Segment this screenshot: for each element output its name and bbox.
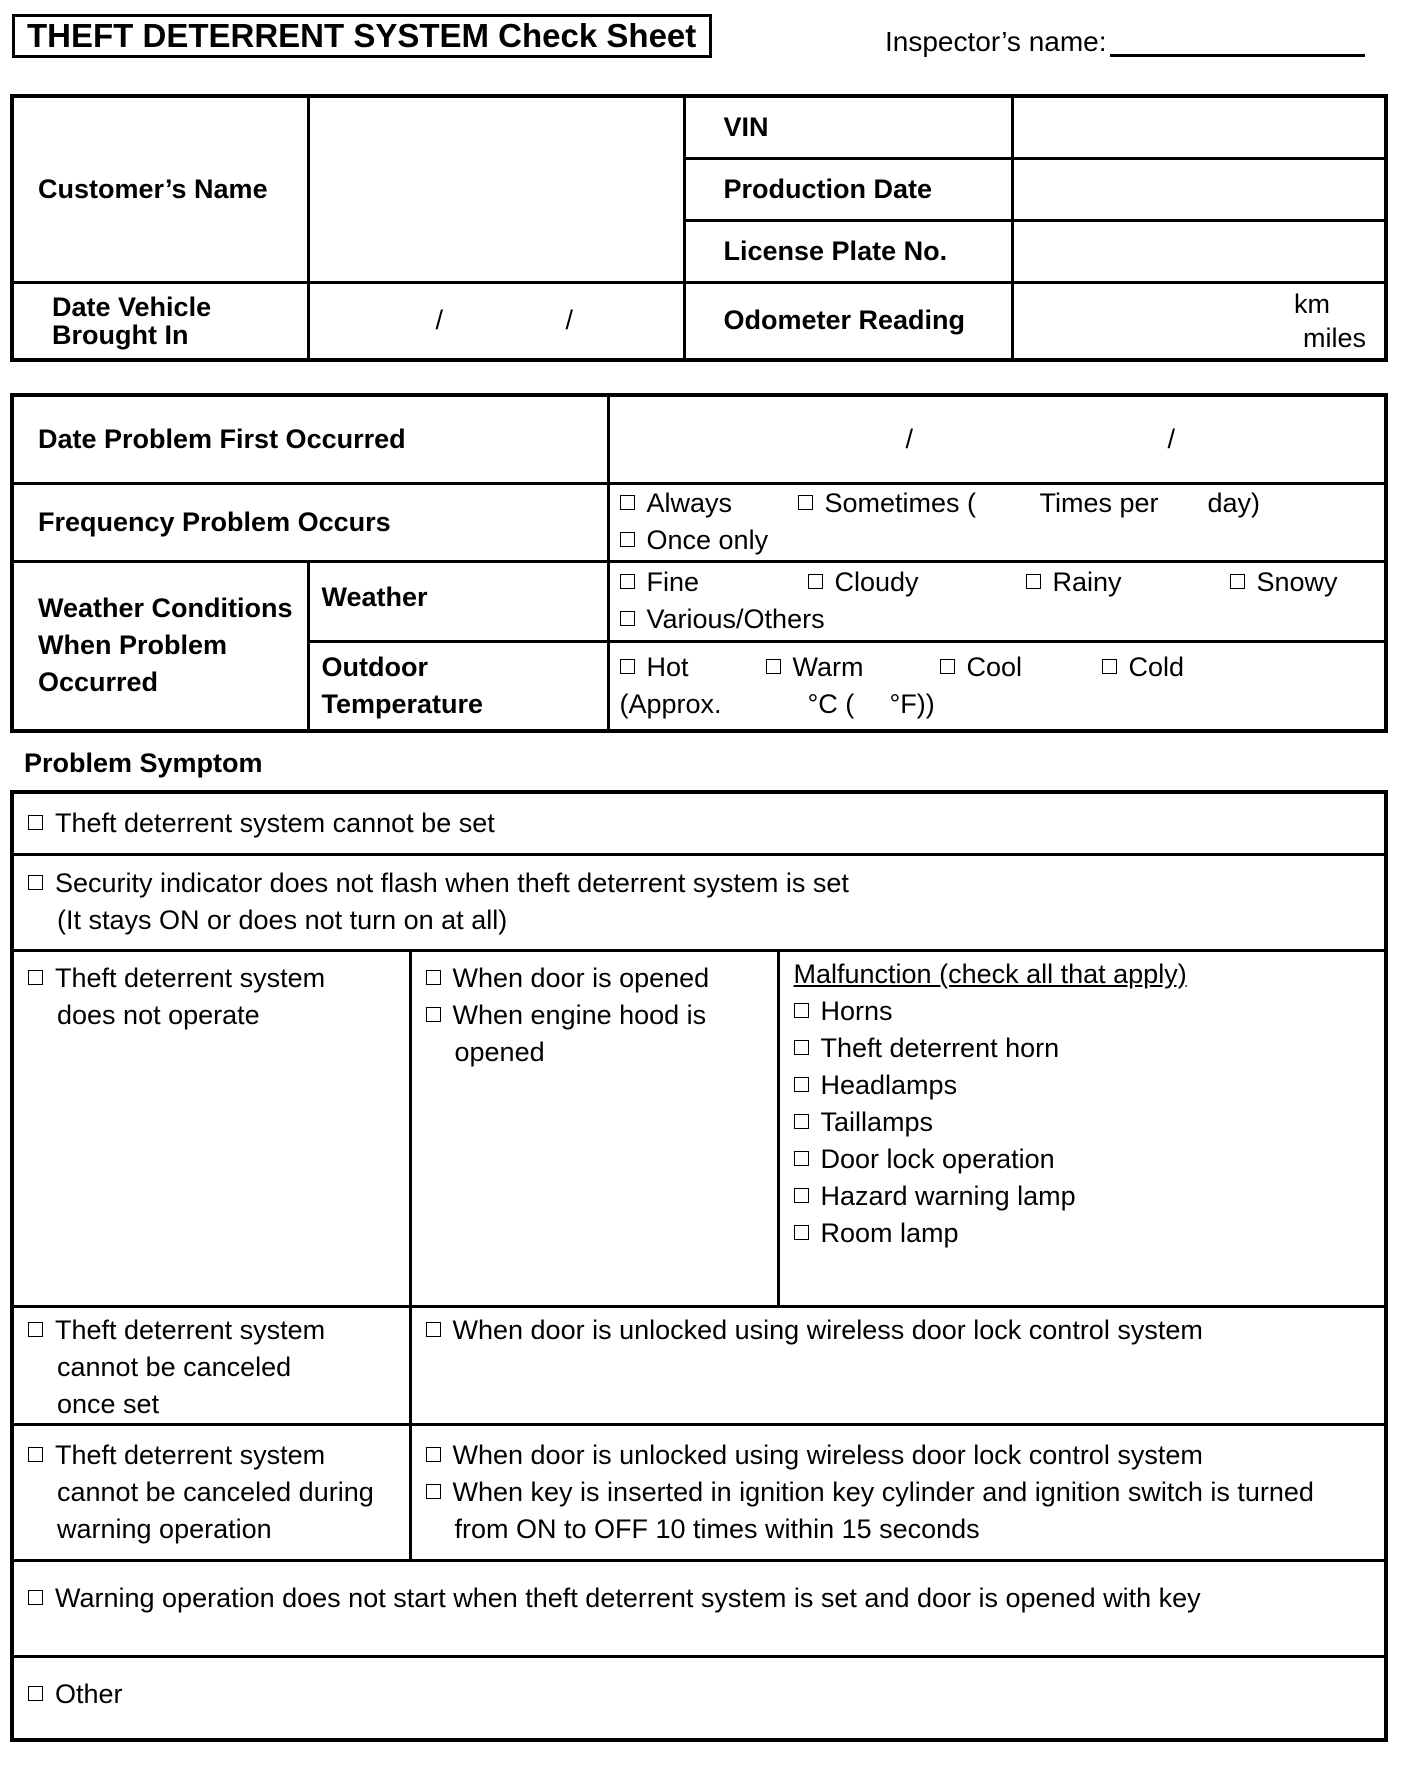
malfunction-horns[interactable]: Horns (794, 993, 1385, 1030)
checkbox[interactable] (28, 1322, 43, 1337)
malfunction-hazard-lamp[interactable]: Hazard warning lamp (794, 1178, 1385, 1215)
weather-option-fine[interactable]: Fine (620, 564, 700, 601)
cancel-wireless-option[interactable]: When door is unlocked using wireless door lock control system (410, 1306, 1386, 1424)
checkbox[interactable] (940, 659, 955, 674)
odometer-unit-km: km (1294, 288, 1330, 319)
vin-field[interactable] (1012, 96, 1386, 158)
checkbox[interactable] (620, 574, 635, 589)
date-separator: / (565, 305, 574, 336)
malfunction-theft-horn[interactable]: Theft deterrent horn (794, 1030, 1385, 1067)
warn-wireless-option[interactable]: When door is unlocked using wireless door lock control system (426, 1437, 1385, 1474)
production-date-label: Production Date (684, 158, 1012, 220)
symptom-indicator-not-flash[interactable]: Security indicator does not flash when theft deterrent system is set (It stays ON or does not turn on at all) (12, 854, 1386, 950)
date-brought-in-label-line1: Date Vehicle (52, 291, 212, 322)
temp-option-hot[interactable]: Hot (620, 649, 689, 686)
freq-always-option[interactable]: Always (620, 485, 733, 522)
problem-symptom-heading: Problem Symptom (24, 748, 263, 778)
license-plate-field[interactable] (1012, 220, 1386, 282)
temp-option-cool[interactable]: Cool (940, 649, 1023, 686)
weather-option-snowy[interactable]: Snowy (1230, 564, 1338, 601)
malfunction-room-lamp[interactable]: Room lamp (794, 1215, 1385, 1252)
temp-option-warm[interactable]: Warm (766, 649, 864, 686)
malfunction-taillamps[interactable]: Taillamps (794, 1104, 1385, 1141)
door-opened-option[interactable]: When door is opened (426, 960, 777, 997)
checkbox[interactable] (798, 495, 813, 510)
symptom-other[interactable]: Other (12, 1656, 1386, 1740)
vehicle-info-table (10, 94, 1388, 362)
page-title: THEFT DETERRENT SYSTEM Check Sheet (12, 14, 712, 58)
checkbox[interactable] (426, 1484, 441, 1499)
date-separator: / (435, 305, 444, 336)
checkbox[interactable] (426, 1007, 441, 1022)
date-separator: / (1167, 423, 1176, 454)
inspector-label: Inspector’s name: (885, 26, 1107, 57)
outdoor-temp-label-line2: Temperature (321, 688, 484, 719)
weather-option-cloudy[interactable]: Cloudy (808, 564, 919, 601)
checkbox[interactable] (620, 532, 635, 547)
checkbox[interactable] (794, 1114, 809, 1129)
checkbox[interactable] (426, 970, 441, 985)
checkbox[interactable] (794, 1077, 809, 1092)
temp-celsius-label: °C ( (807, 688, 855, 719)
frequency-label: Frequency Problem Occurs (12, 483, 608, 561)
odometer-field[interactable] (1012, 282, 1386, 360)
warn-key-option[interactable]: When key is inserted in ignition key cylinder and ignition switch is turned (426, 1474, 1385, 1511)
weather-option-various[interactable]: Various/Others (620, 601, 1385, 638)
freq-day-label: day) (1207, 488, 1261, 518)
license-plate-label: License Plate No. (684, 220, 1012, 282)
checkbox[interactable] (794, 1225, 809, 1240)
checkbox[interactable] (28, 815, 43, 830)
symptom-cannot-cancel-warning[interactable]: Theft deterrent system cannot be canceled during warning operation (12, 1424, 410, 1560)
odometer-unit-miles: miles (1302, 322, 1366, 353)
malfunction-header: Malfunction (check all that apply) (793, 958, 1187, 989)
customer-name-field[interactable] (308, 96, 684, 282)
date-brought-in-label-line2: Brought In (52, 319, 189, 350)
malfunction-door-lock[interactable]: Door lock operation (794, 1141, 1385, 1178)
weather-conditions-label-line1: Weather Conditions (38, 593, 293, 624)
freq-times-per-label: Times per (1039, 488, 1159, 518)
checkbox[interactable] (1102, 659, 1117, 674)
temp-approx-label: (Approx. (619, 688, 722, 719)
freq-once-option[interactable]: Once only (620, 522, 1385, 559)
vin-label: VIN (684, 96, 1012, 158)
checkbox[interactable] (28, 1447, 43, 1462)
customer-name-label: Customer’s Name (12, 96, 308, 282)
hood-opened-option[interactable]: When engine hood is (426, 997, 777, 1034)
weather-conditions-label-line2: When Problem (38, 630, 228, 661)
inspector-name-field[interactable] (1110, 54, 1365, 57)
checkbox[interactable] (426, 1447, 441, 1462)
temp-option-cold[interactable]: Cold (1102, 649, 1185, 686)
odometer-label: Odometer Reading (684, 282, 1012, 360)
malfunction-headlamps[interactable]: Headlamps (794, 1067, 1385, 1104)
checkbox[interactable] (620, 659, 635, 674)
checkbox[interactable] (28, 1590, 43, 1605)
date-first-occurred-field[interactable] (608, 395, 1386, 483)
date-first-occurred-label: Date Problem First Occurred (12, 395, 608, 483)
checkbox[interactable] (794, 1151, 809, 1166)
conditions-table (10, 393, 1388, 733)
symptom-cannot-cancel[interactable]: Theft deterrent system cannot be canceled once set (12, 1306, 410, 1424)
temp-fahrenheit-label: °F)) (889, 688, 935, 719)
checkbox[interactable] (794, 1003, 809, 1018)
checkbox[interactable] (620, 611, 635, 626)
symptom-cannot-be-set[interactable]: Theft deterrent system cannot be set (12, 792, 1386, 854)
checkbox[interactable] (620, 495, 635, 510)
weather-option-rainy[interactable]: Rainy (1026, 564, 1122, 601)
date-brought-in-field[interactable] (308, 282, 684, 360)
weather-conditions-label-line3: Occurred (38, 667, 159, 698)
date-separator: / (905, 423, 914, 454)
checkbox[interactable] (28, 1686, 43, 1701)
weather-label: Weather (308, 561, 608, 641)
outdoor-temp-label-line1: Outdoor (321, 651, 428, 682)
checkbox[interactable] (794, 1188, 809, 1203)
freq-sometimes-option[interactable]: Sometimes ( (798, 485, 977, 522)
checkbox[interactable] (28, 875, 43, 890)
checkbox[interactable] (794, 1040, 809, 1055)
checkbox[interactable] (426, 1322, 441, 1337)
symptom-warning-not-start[interactable]: Warning operation does not start when theft deterrent system is set and door is opened with key (12, 1560, 1386, 1656)
symptom-does-not-operate[interactable]: Theft deterrent system does not operate (12, 950, 410, 1306)
checkbox[interactable] (28, 970, 43, 985)
checkbox[interactable] (1230, 574, 1245, 589)
production-date-field[interactable] (1012, 158, 1386, 220)
checkbox[interactable] (1026, 574, 1041, 589)
checkbox[interactable] (766, 659, 781, 674)
symptoms-table: Theft deterrent system cannot be set Security indicator does not flash when theft deterrent system is set (It stays ON or does not turn on at all) Theft deterrent system does not operate When door is opened When engine hood is opened Malfunction (check all that apply) Horns Theft deterrent horn Headlamps Taillamps Door lock operation Hazard warning lamp Room lamp Theft deterrent system cannot be canceled once set When door is unlocked using wireless door lock control system Theft deterrent system cannot be canceled during warning operation When door is unlocked using wireless door lock control system When key is inserted in ignition key cylinder and ignition switch is turned from ON to OFF 10 times within 15 seconds Warning operation does not start when theft deterrent system is set and door is opened with key Other (10, 790, 1388, 1742)
checkbox[interactable] (808, 574, 823, 589)
